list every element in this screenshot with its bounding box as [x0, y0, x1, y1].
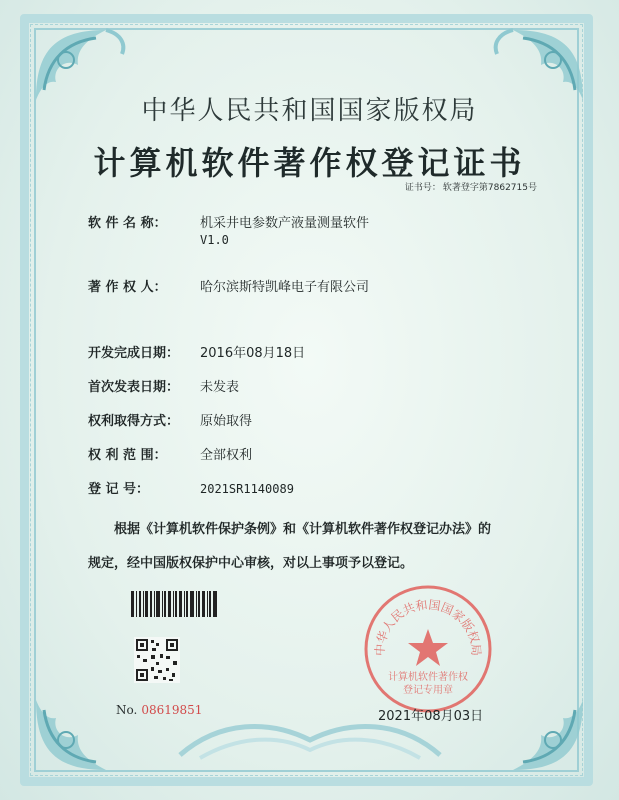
- field-completion-date: [88, 342, 305, 361]
- field-label: 开发完成日期：: [88, 346, 180, 361]
- field-rights-scope: [88, 444, 252, 463]
- serial-label: No.: [116, 703, 138, 717]
- field-label: 著 作 权 人：: [88, 280, 167, 295]
- certificate-title: 计算机软件著作权登记证书: [93, 144, 526, 182]
- serial-number: [116, 703, 202, 717]
- corner-ornament-icon: [483, 690, 593, 780]
- barcode-icon: [131, 591, 217, 617]
- field-label: 权利取得方式：: [88, 414, 180, 429]
- field-value: 2016年08月18日: [200, 346, 306, 361]
- serial-value: 08619851: [141, 703, 203, 717]
- field-acquisition-method: [88, 410, 252, 429]
- issue-date: 2021年08月03日: [378, 709, 484, 724]
- field-label: 登 记 号：: [88, 482, 150, 497]
- qr-code-icon: [134, 637, 180, 683]
- seal-outer-text: 中华人民共和国国家版权局: [372, 597, 484, 657]
- field-value: 机采井电参数产液量测量软件: [200, 216, 370, 231]
- field-copyright-owner: [88, 276, 369, 295]
- certificate-number-value: 软著登字第7862715号: [442, 183, 537, 193]
- field-version: V1.0: [200, 233, 229, 247]
- statement-line-2: 规定，经中国版权保护中心审核，对以上事项予以登记。: [88, 556, 414, 571]
- field-label: 软 件 名 称：: [88, 216, 167, 231]
- field-value: 哈尔滨斯特凯峰电子有限公司: [200, 280, 370, 295]
- certificate-number-label: 证书号：: [404, 183, 441, 193]
- field-software-name: [88, 212, 369, 247]
- field-value: 全部权利: [200, 448, 253, 463]
- field-value: 未发表: [200, 380, 240, 395]
- svg-text:登记专用章: 登记专用章: [403, 685, 453, 696]
- field-registration-number: [88, 478, 294, 497]
- certificate-number: [403, 180, 537, 193]
- issuing-authority: 中华人民共和国国家版权局: [141, 96, 478, 126]
- field-value: 原始取得: [200, 414, 253, 429]
- field-label: 首次发表日期：: [88, 380, 180, 395]
- statement-line-1: 根据《计算机软件保护条例》和《计算机软件著作权登记办法》的: [114, 522, 492, 537]
- svg-text:计算机软件著作权: 计算机软件著作权: [388, 672, 468, 683]
- official-seal-icon: [362, 583, 494, 715]
- field-first-publication: [88, 376, 239, 395]
- field-label: 权 利 范 围：: [88, 448, 167, 463]
- field-value: 2021SR1140089: [200, 482, 294, 496]
